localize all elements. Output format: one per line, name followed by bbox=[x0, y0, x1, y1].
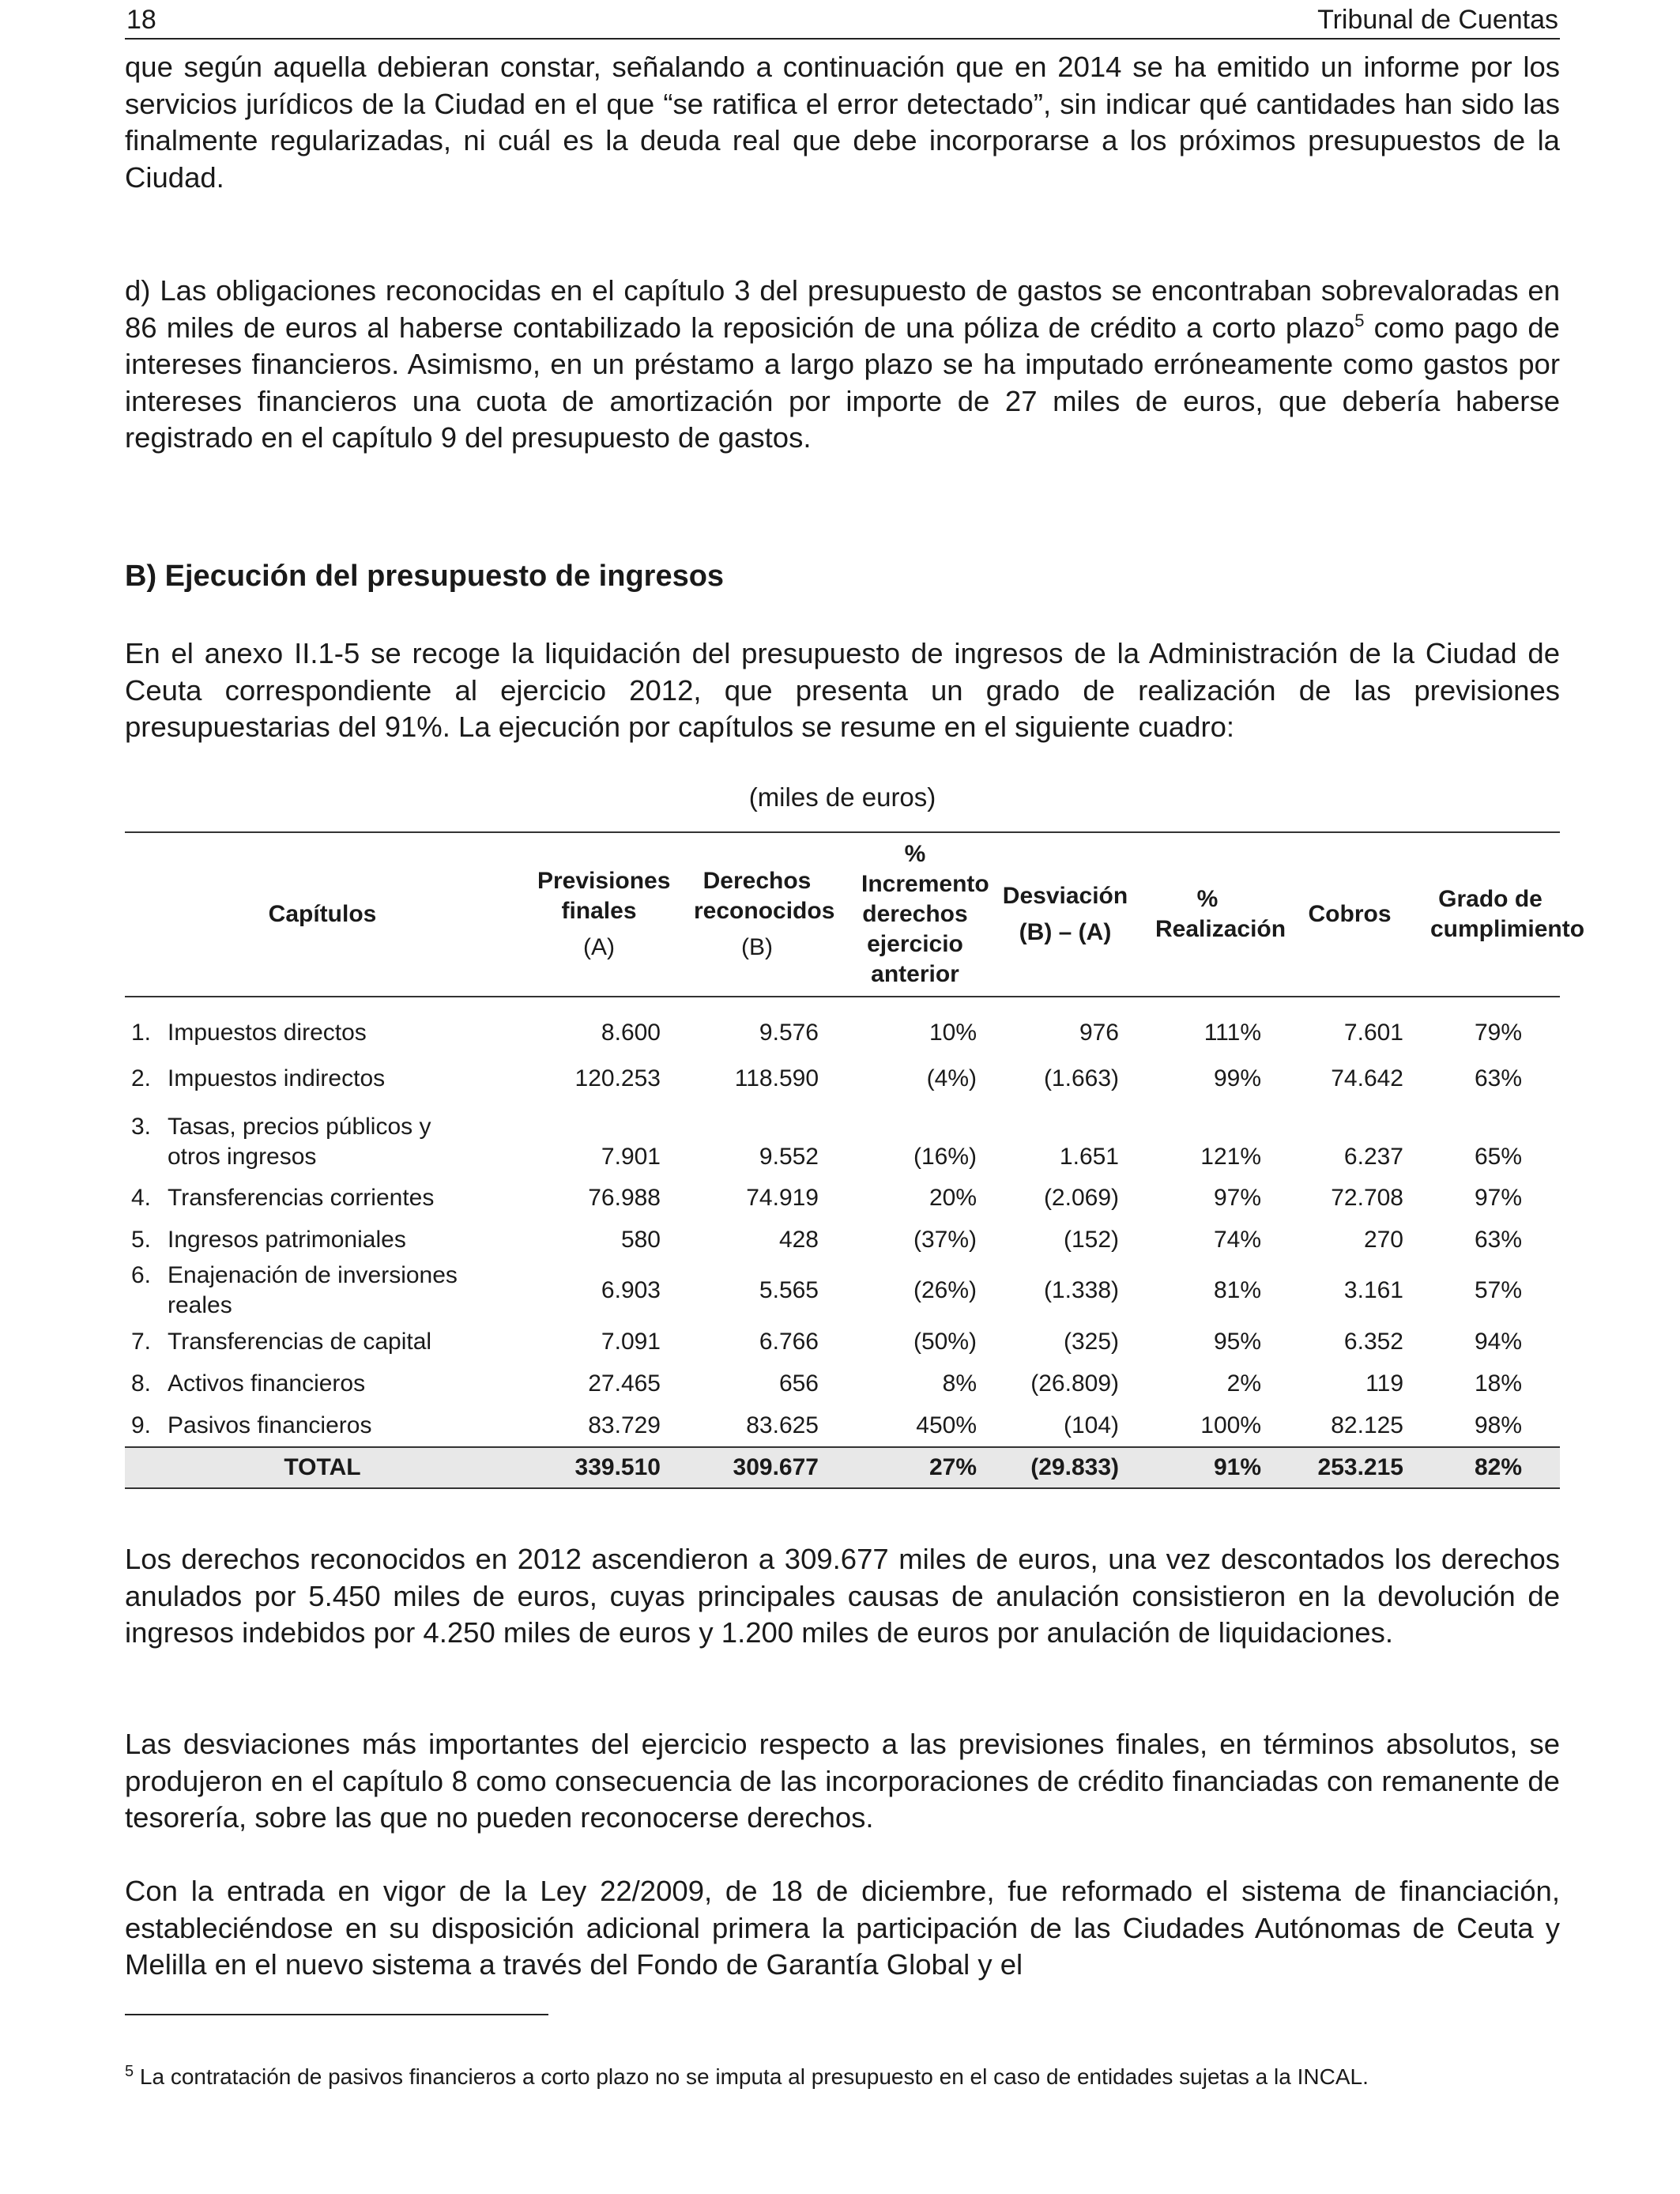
row-label: 4. Transferencias corrientes bbox=[131, 1184, 435, 1211]
cell-realizacion: 100% bbox=[1200, 1412, 1261, 1438]
section-heading: B) Ejecución del presupuesto de ingresos bbox=[125, 560, 725, 593]
paragraph-2-part-b: como pago de intereses financieros. Asimismo, en un préstamo a largo plazo se ha imputado erróneamente como gastos por intereses financieros una cuota de amortización por importe de 27 miles de euros, que debería haberse registrado en el capítulo 9 del presupuesto de gastos. bbox=[125, 311, 1560, 454]
cell-incremento: 8% bbox=[942, 1370, 977, 1397]
cell-grado: 65% bbox=[1474, 1144, 1522, 1170]
cell-realizacion: 74% bbox=[1213, 1226, 1261, 1253]
cell-desviacion: (26.809) bbox=[1030, 1370, 1119, 1397]
header-derechos: Derechos reconocidos (B) bbox=[678, 832, 836, 997]
cell-cobros: 82.125 bbox=[1331, 1412, 1403, 1438]
header-grado: Grado de cumplimiento bbox=[1421, 832, 1560, 997]
table-row bbox=[125, 1057, 1560, 1099]
table-row bbox=[125, 997, 1560, 1057]
footnote-reference: 5 bbox=[1354, 310, 1365, 330]
cell-cobros: 7.601 bbox=[1343, 1020, 1403, 1046]
paragraph-2-part-a: d) Las obligaciones reconocidas en el capítulo 3 del presupuesto de gastos se encontraban sobrevaloradas en 86 miles de euros al haberse contabilizado la reposición de una póliza de crédito a corto plazo bbox=[125, 274, 1560, 344]
header-cobros: Cobros bbox=[1279, 832, 1421, 997]
cell-desviacion: (152) bbox=[1063, 1226, 1119, 1253]
cell-previsiones: 8.600 bbox=[601, 1020, 661, 1046]
cell-desviacion: (1.338) bbox=[1043, 1277, 1119, 1303]
cell-previsiones: 27.465 bbox=[588, 1370, 661, 1397]
paragraph-4: Los derechos reconocidos en 2012 ascendieron a 309.677 miles de euros, una vez descontados los derechos anulados por 5.450 miles de euros, cuyas principales causas de anulación consistieron en la devolución de ingresos indebidos por 4.250 miles de euros y 1.200 miles de euros por anulación de liquidaciones. bbox=[125, 1543, 1560, 1649]
table-row bbox=[125, 1321, 1560, 1363]
cell-previsiones: 83.729 bbox=[588, 1412, 661, 1438]
table-row bbox=[125, 1177, 1560, 1219]
footnote-text: La contratación de pasivos financieros a corto plazo no se imputa al presupuesto en el caso de entidades sujetas a la INCAL. bbox=[139, 2064, 1369, 2089]
cell-previsiones: 580 bbox=[620, 1226, 661, 1253]
cell-previsiones: 7.901 bbox=[601, 1144, 661, 1170]
header-desviacion: Desviación (B) – (A) bbox=[994, 832, 1136, 997]
cell-realizacion: 95% bbox=[1213, 1328, 1261, 1355]
table-header-row bbox=[125, 832, 1560, 997]
cell-grado: 79% bbox=[1474, 1020, 1522, 1046]
paragraph-3: En el anexo II.1-5 se recoge la liquidación del presupuesto de ingresos de la Administración de la Ciudad de Ceuta correspondiente al ejercicio 2012, que presenta un grado de realización de las previsiones presupuestarias del 91%. La ejecución por capítulos se resume en el siguiente cuadro: bbox=[125, 637, 1560, 743]
cell-grado: 97% bbox=[1474, 1184, 1522, 1211]
table-row bbox=[125, 1099, 1560, 1177]
page-number: 18 bbox=[126, 5, 156, 35]
cell-cobros: 6.237 bbox=[1343, 1144, 1403, 1170]
cell-grado: 57% bbox=[1474, 1277, 1522, 1303]
cell-desviacion: (325) bbox=[1063, 1328, 1119, 1355]
table-units-caption: (miles de euros) bbox=[748, 782, 936, 812]
cell-realizacion: 121% bbox=[1200, 1144, 1261, 1170]
paragraph-2 bbox=[125, 273, 1560, 457]
cell-previsiones: 6.903 bbox=[601, 1277, 661, 1303]
footnote-separator bbox=[125, 2014, 548, 2015]
cell-realizacion: 111% bbox=[1203, 1020, 1261, 1046]
total-grado: 82% bbox=[1421, 1447, 1560, 1488]
row-label: 7. Transferencias de capital bbox=[131, 1328, 432, 1355]
header-incremento: % Incremento derechos ejercicio anterior bbox=[836, 832, 994, 997]
cell-derechos: 6.766 bbox=[759, 1328, 819, 1355]
total-derechos: 309.677 bbox=[678, 1447, 836, 1488]
row-label: 5. Ingresos patrimoniales bbox=[131, 1226, 406, 1253]
paragraph-1: que según aquella debieran constar, señalando a continuación que en 2014 se ha emitido un informe por los servicios jurídicos de la Ciudad en el que “se ratifica el error detectado”, sin indicar qué cantidades han sido las finalmente regularizadas, ni cuál es la deuda real que debe incorporarse a los próximos presupuestos de la Ciudad. bbox=[125, 51, 1560, 194]
cell-incremento: (16%) bbox=[913, 1144, 977, 1170]
footnote-number: 5 bbox=[125, 2063, 134, 2080]
cell-incremento: 450% bbox=[916, 1412, 977, 1438]
cell-derechos: 74.919 bbox=[746, 1184, 819, 1211]
cell-realizacion: 99% bbox=[1213, 1065, 1261, 1091]
cell-derechos: 118.590 bbox=[734, 1065, 819, 1091]
total-desviacion: (29.833) bbox=[994, 1447, 1136, 1488]
cell-incremento: (37%) bbox=[913, 1226, 977, 1253]
header-realizacion: % Realización bbox=[1136, 832, 1279, 997]
cell-desviacion: (1.663) bbox=[1043, 1065, 1119, 1091]
cell-incremento: (26%) bbox=[913, 1277, 977, 1303]
cell-grado: 94% bbox=[1474, 1328, 1522, 1355]
cell-derechos: 428 bbox=[778, 1226, 819, 1253]
table-row bbox=[125, 1261, 1560, 1321]
cell-incremento: 10% bbox=[929, 1020, 977, 1046]
cell-grado: 18% bbox=[1474, 1370, 1522, 1397]
cell-cobros: 119 bbox=[1365, 1370, 1403, 1397]
row-label: 3. Tasas, precios públicos y otros ingresos bbox=[131, 1114, 431, 1170]
table-row bbox=[125, 1219, 1560, 1261]
header-previsiones: Previsiones finales (A) bbox=[520, 832, 678, 997]
cell-derechos: 9.552 bbox=[759, 1144, 819, 1170]
paragraph-5: Las desviaciones más importantes del ejercicio respecto a las previsiones finales, en términos absolutos, se produjeron en el capítulo 8 como consecuencia de las incorporaciones de crédito financiadas con remanente de tesorería, sobre las que no pueden reconocerse derechos. bbox=[125, 1728, 1560, 1834]
cell-desviacion: (2.069) bbox=[1043, 1184, 1119, 1211]
cell-derechos: 9.576 bbox=[759, 1020, 819, 1046]
row-label: 6. Enajenación de inversiones reales bbox=[131, 1262, 458, 1318]
row-label: 9. Pasivos financieros bbox=[131, 1412, 372, 1438]
footnote bbox=[125, 2063, 1560, 2091]
table-total-row bbox=[125, 1447, 1560, 1488]
cell-grado: 63% bbox=[1474, 1065, 1522, 1091]
total-previsiones: 339.510 bbox=[520, 1447, 678, 1488]
page-header bbox=[125, 0, 1560, 40]
total-realizacion: 91% bbox=[1136, 1447, 1279, 1488]
cell-desviacion: 1.651 bbox=[1059, 1144, 1119, 1170]
header-capitulos: Capítulos bbox=[125, 832, 520, 997]
cell-incremento: (4%) bbox=[926, 1065, 977, 1091]
table-row bbox=[125, 1363, 1560, 1404]
budget-execution-table bbox=[125, 831, 1585, 1489]
total-label: TOTAL bbox=[125, 1447, 520, 1488]
cell-cobros: 6.352 bbox=[1343, 1328, 1403, 1355]
cell-derechos: 656 bbox=[778, 1370, 819, 1397]
row-label: 8. Activos financieros bbox=[131, 1370, 366, 1397]
cell-incremento: 20% bbox=[929, 1184, 977, 1211]
cell-desviacion: (104) bbox=[1063, 1412, 1119, 1438]
cell-cobros: 270 bbox=[1363, 1226, 1403, 1253]
cell-grado: 63% bbox=[1474, 1226, 1522, 1253]
total-cobros: 253.215 bbox=[1279, 1447, 1421, 1488]
cell-cobros: 74.642 bbox=[1331, 1065, 1403, 1091]
cell-derechos: 5.565 bbox=[759, 1277, 819, 1303]
table-row bbox=[125, 1404, 1560, 1447]
cell-incremento: (50%) bbox=[913, 1328, 977, 1355]
cell-cobros: 3.161 bbox=[1343, 1277, 1403, 1303]
cell-derechos: 83.625 bbox=[746, 1412, 819, 1438]
cell-previsiones: 76.988 bbox=[588, 1184, 661, 1211]
cell-previsiones: 7.091 bbox=[601, 1328, 661, 1355]
cell-realizacion: 81% bbox=[1213, 1277, 1261, 1303]
cell-grado: 98% bbox=[1474, 1412, 1522, 1438]
row-label: 2. Impuestos indirectos bbox=[131, 1065, 386, 1091]
cell-cobros: 72.708 bbox=[1331, 1184, 1403, 1211]
total-incremento: 27% bbox=[836, 1447, 994, 1488]
paragraph-6: Con la entrada en vigor de la Ley 22/2009, de 18 de diciembre, fue reformado el sistema de financiación, estableciéndose en su disposición adicional primera la participación de las Ciudades Autónomas de Ceuta y Melilla en el nuevo sistema a través del Fondo de Garantía Global y el bbox=[125, 1875, 1560, 1981]
cell-realizacion: 97% bbox=[1213, 1184, 1261, 1211]
header-organization: Tribunal de Cuentas bbox=[1317, 5, 1558, 35]
cell-desviacion: 976 bbox=[1079, 1020, 1119, 1046]
row-label: 1. Impuestos directos bbox=[131, 1020, 367, 1046]
cell-previsiones: 120.253 bbox=[574, 1065, 661, 1091]
cell-realizacion: 2% bbox=[1226, 1370, 1261, 1397]
